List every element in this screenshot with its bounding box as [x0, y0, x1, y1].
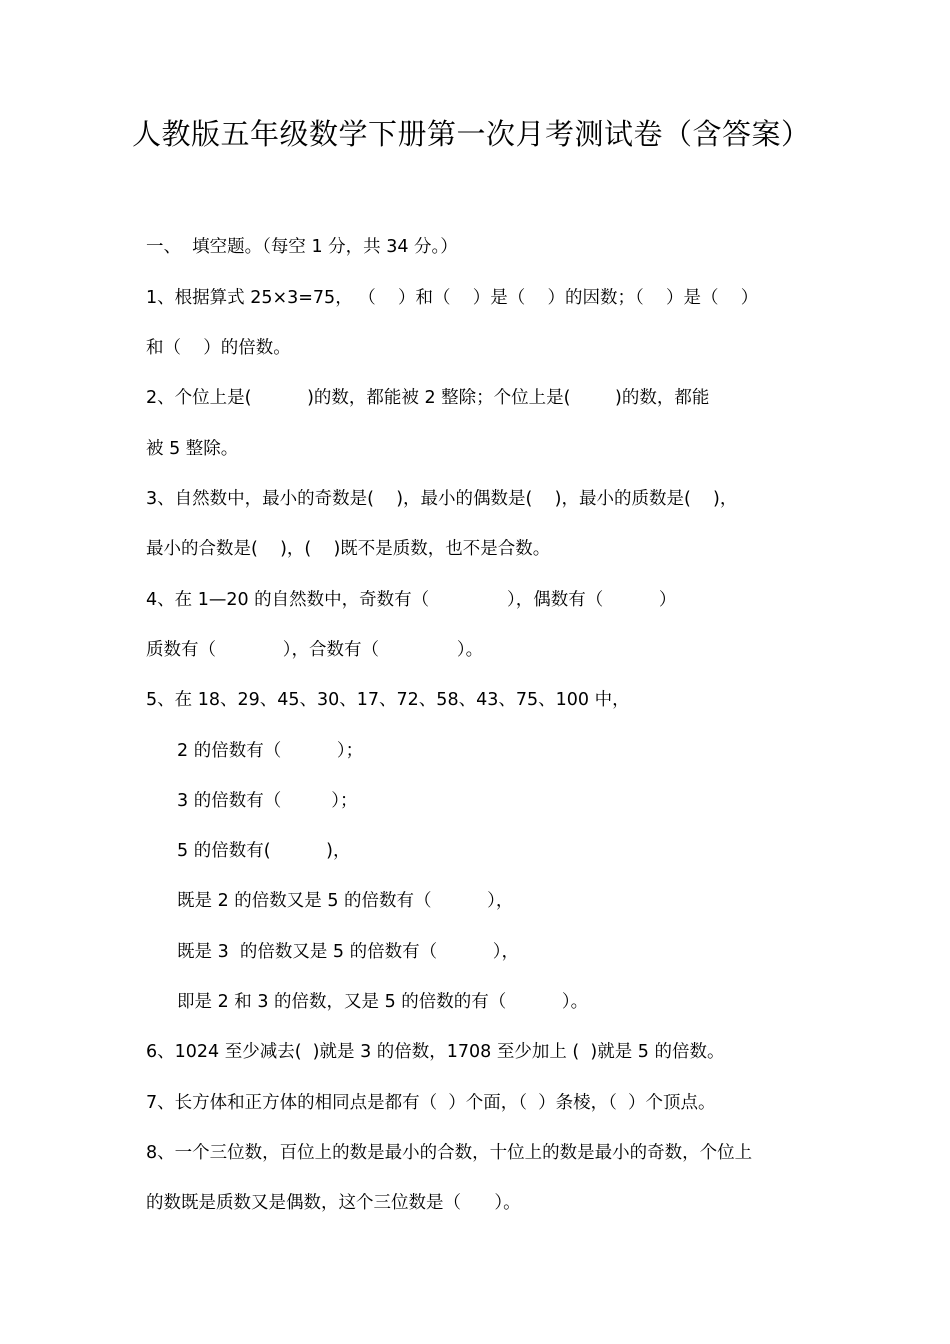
question-line: 质数有（ ），合数有（ ）。	[146, 640, 484, 660]
question-subline: 既是 3 的倍数又是 5 的倍数有（ ），	[177, 942, 519, 962]
section-heading: 一、 填空题。（每空 1 分，共 34 分。）	[146, 237, 458, 257]
question-line: 6、1024 至少减去( )就是 3 的倍数，1708 至少加上 ( )就是 5 的倍数。	[146, 1042, 725, 1062]
question-subline: 5 的倍数有( )，	[177, 841, 351, 861]
question-line: 5、在 18、29、45、30、17、72、58、43、75、100 中，	[146, 690, 630, 710]
question-line: 3、自然数中，最小的奇数是( )，最小的偶数是( )，最小的质数是( )，	[146, 489, 738, 509]
question-subline: 3 的倍数有（ ）；	[177, 791, 358, 811]
question-line: 和（ ）的倍数。	[146, 338, 291, 358]
question-line: 的数既是质数又是偶数，这个三位数是（ ）。	[146, 1193, 521, 1213]
question-line: 8、一个三位数，百位上的数是最小的合数，十位上的数是最小的奇数，个位上	[146, 1143, 753, 1163]
question-subline: 即是 2 和 3 的倍数，又是 5 的倍数的有（ ）。	[177, 992, 589, 1012]
question-line: 被 5 整除。	[146, 439, 239, 459]
question-line: 1、根据算式 25×3=75， （ ）和（ ）是（ ）的因数；（ ）是（ ）	[146, 288, 759, 308]
question-line: 4、在 1—20 的自然数中，奇数有（ ），偶数有（ ）	[146, 590, 677, 610]
page-title: 人教版五年级数学下册第一次月考测试卷（含答案）	[132, 117, 811, 151]
question-line: 2、个位上是( )的数，都能被 2 整除；个位上是( )的数，都能	[146, 388, 710, 408]
question-line: 最小的合数是( )，( )既不是质数，也不是合数。	[146, 539, 551, 559]
question-subline: 既是 2 的倍数又是 5 的倍数有（ ），	[177, 891, 514, 911]
question-line: 7、长方体和正方体的相同点是都有（ ）个面，（ ）条棱，（ ）个顶点。	[146, 1093, 716, 1113]
question-subline: 2 的倍数有（ ）；	[177, 741, 364, 761]
